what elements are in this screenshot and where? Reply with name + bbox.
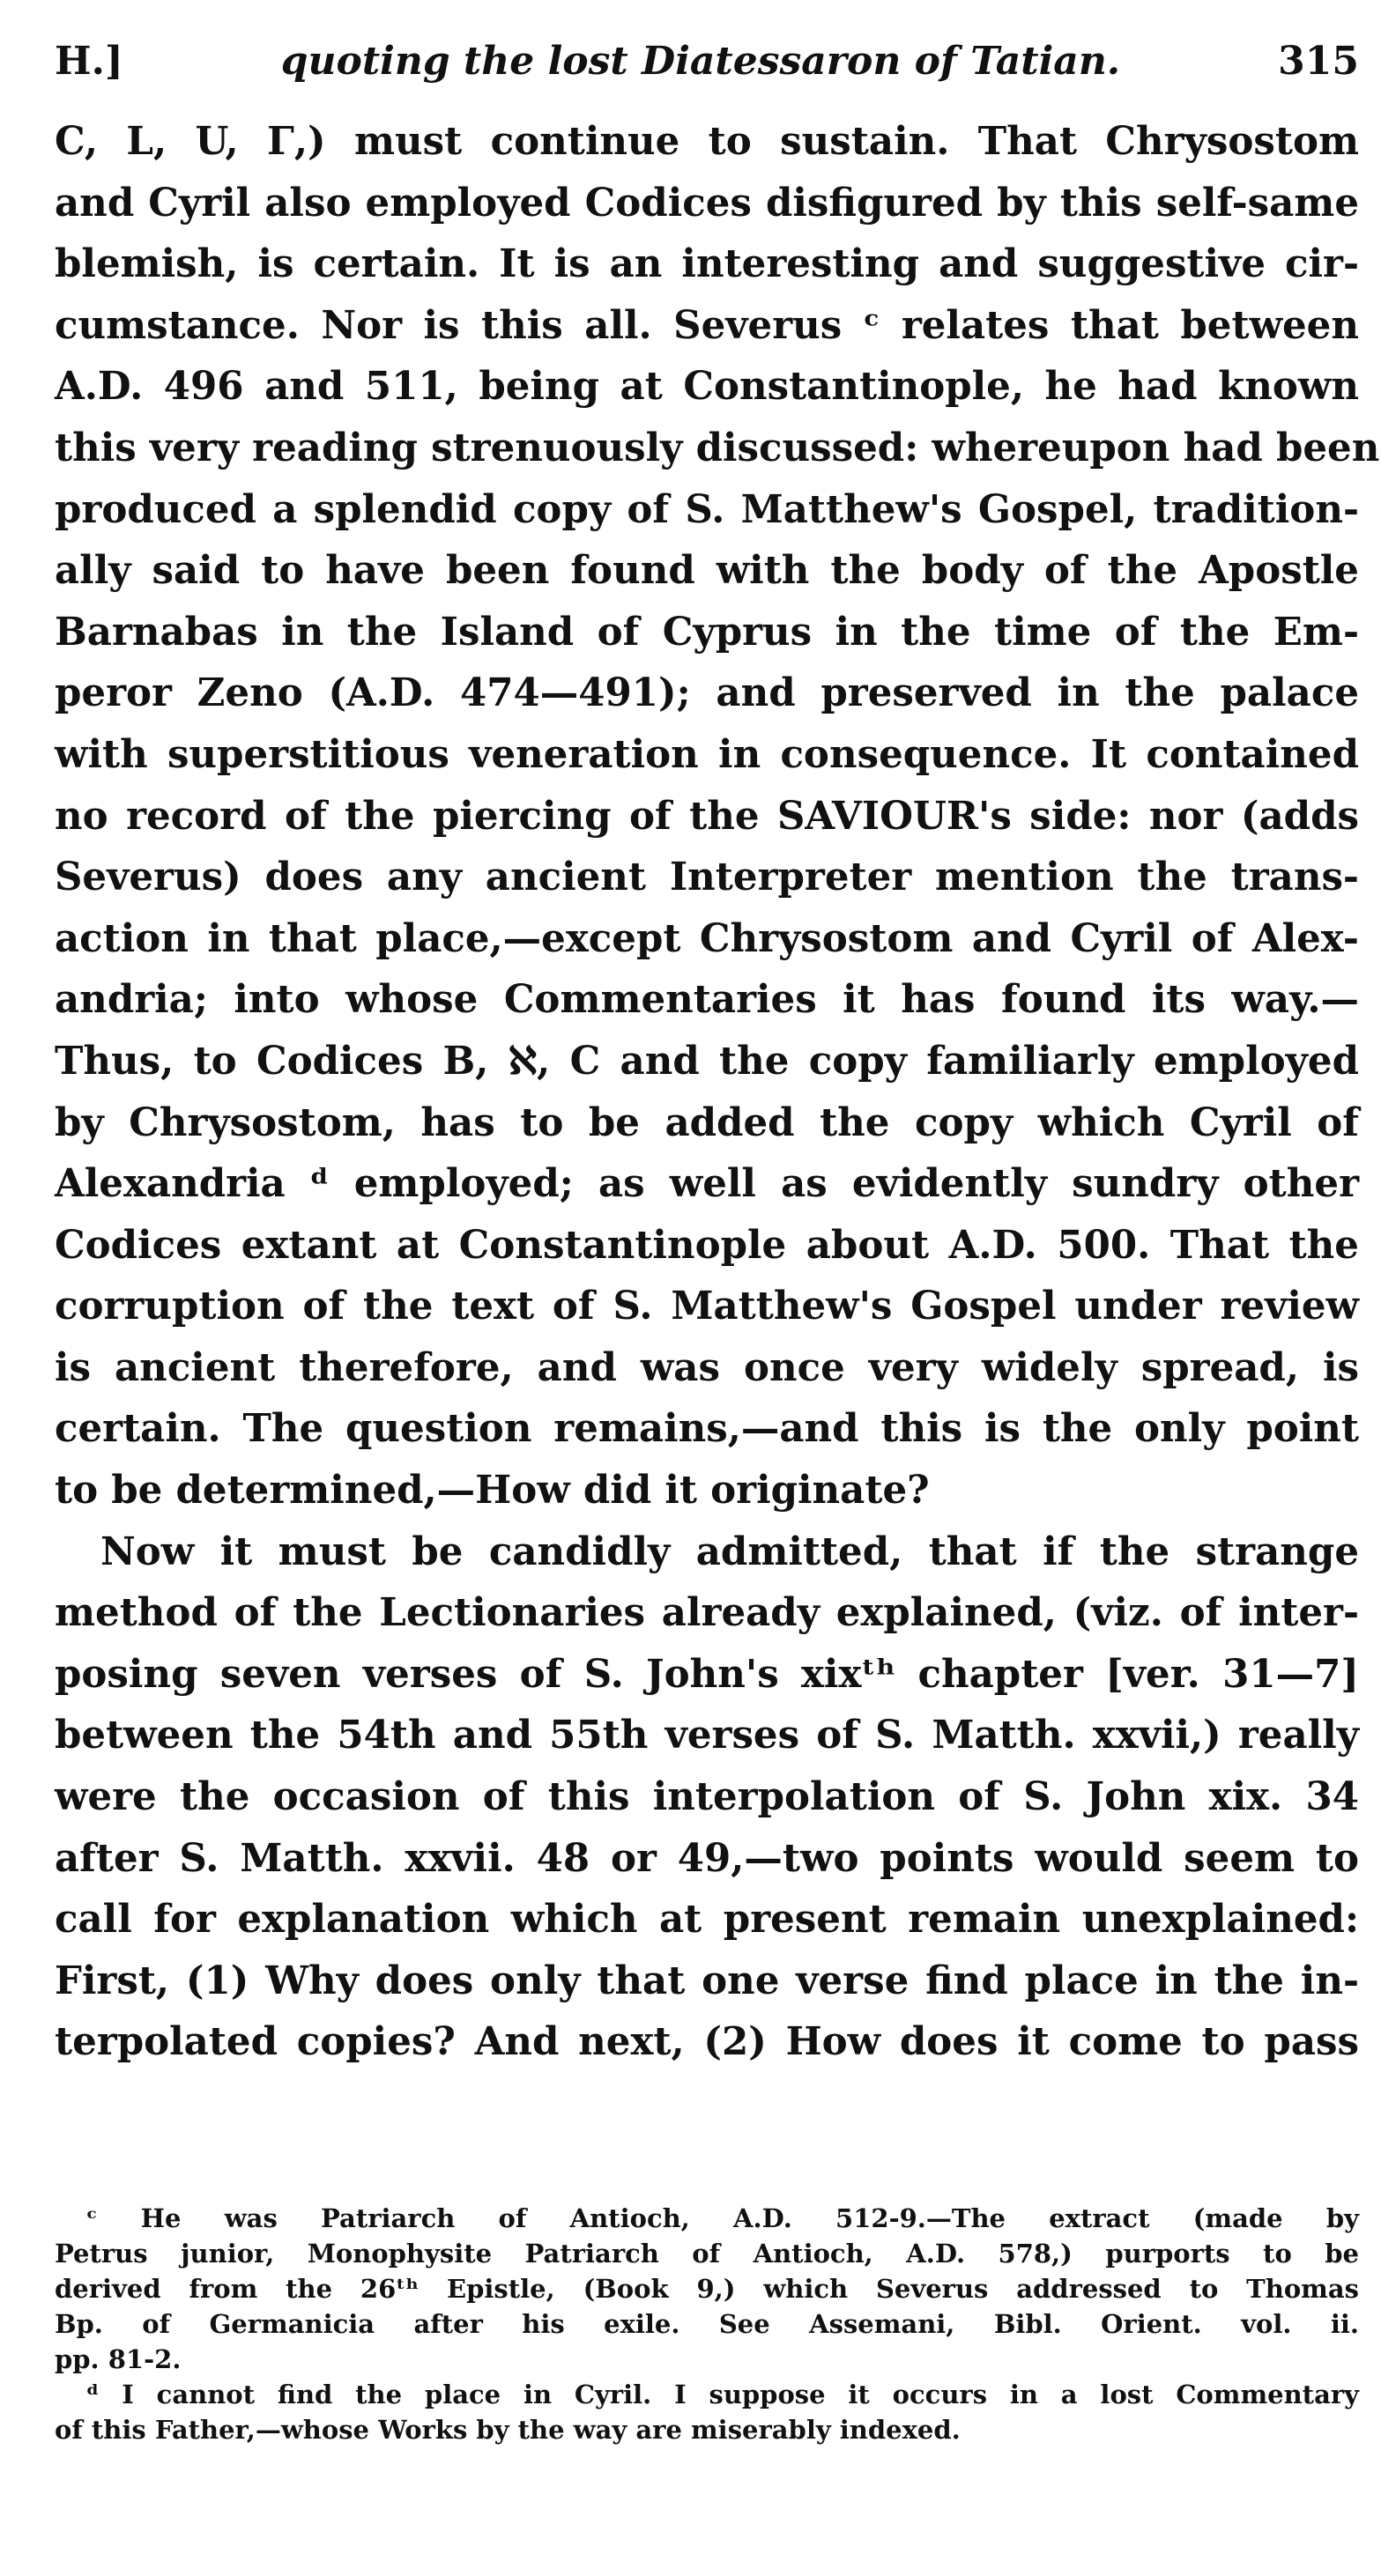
page-number: 315 bbox=[1278, 39, 1359, 84]
text-line: peror Zeno (A.D. 474—491); and preserved in the palace bbox=[55, 670, 1359, 716]
text-line: A.D. 496 and 511, being at Constantinople, he had known bbox=[55, 364, 1359, 410]
paragraph-2 bbox=[55, 1521, 1359, 2073]
footnote-c-line: pp. 81-2. bbox=[55, 2344, 182, 2374]
text-line: C, L, U, Γ,) must continue to sustain. That Chrysostom bbox=[55, 119, 1359, 164]
text-line: to be determined,—How did it originate? bbox=[55, 1468, 930, 1514]
body-text bbox=[55, 111, 1380, 2073]
text-line: this very reading strenuously discussed: whereupon had been bbox=[55, 425, 1380, 470]
section-marker: H.] bbox=[55, 39, 123, 84]
text-line: method of the Lectionaries already explained, (viz. of inter- bbox=[55, 1590, 1359, 1636]
footnote-d-line: ᵈ I cannot find the place in Cyril. I suppose it occurs in a lost Commentary bbox=[86, 2380, 1359, 2409]
footnotes bbox=[55, 2201, 1359, 2447]
text-line: Severus) does any ancient Interpreter mention the trans- bbox=[55, 855, 1359, 900]
text-line: action in that place,—except Chrysostom and Cyril of Alex- bbox=[55, 915, 1359, 961]
text-line: no record of the piercing of the SAVIOUR's side: nor (adds bbox=[55, 793, 1359, 839]
text-line: cumstance. Nor is this all. Severus ᶜ relates that between bbox=[55, 302, 1359, 348]
text-line: Now it must be candidly admitted, that if the strange bbox=[100, 1529, 1359, 1574]
footnote-d-line: of this Father,—whose Works by the way are miserably indexed. bbox=[55, 2415, 961, 2445]
text-line: blemish, is certain. It is an interesting and suggestive cir- bbox=[55, 241, 1359, 287]
text-line: between the 54th and 55th verses of S. Matth. xxvii,) really bbox=[55, 1713, 1359, 1758]
text-line: certain. The question remains,—and this is the only point bbox=[55, 1406, 1359, 1452]
text-line: Alexandria ᵈ employed; as well as evidently sundry other bbox=[55, 1161, 1359, 1207]
running-title: quoting the lost Diatessaron of Tatian. bbox=[280, 39, 1121, 84]
paragraph-1 bbox=[55, 111, 1380, 1521]
running-head bbox=[55, 35, 1359, 88]
text-line: First, (1) Why does only that one verse find place in the in- bbox=[55, 1958, 1359, 2003]
text-line: Thus, to Codices B, ℵ, C and the copy familiarly employed bbox=[55, 1038, 1359, 1084]
text-line: andria; into whose Commentaries it has found its way.— bbox=[55, 977, 1359, 1023]
text-line: and Cyril also employed Codices disfigured by this self-same bbox=[55, 180, 1359, 226]
footnote-c-line: ᶜ He was Patriarch of Antioch, A.D. 512-9.—The extract (made by bbox=[86, 2203, 1359, 2233]
text-line: corruption of the text of S. Matthew's Gospel under review bbox=[55, 1284, 1359, 1329]
page bbox=[55, 35, 1380, 2073]
text-line: is ancient therefore, and was once very widely spread, is bbox=[55, 1344, 1359, 1390]
text-line: ally said to have been found with the body of the Apostle bbox=[55, 548, 1359, 594]
text-line: Barnabas in the Island of Cyprus in the time of the Em- bbox=[55, 609, 1359, 655]
footnote-c-line: Bp. of Germanicia after his exile. See Assemani, Bibl. Orient. vol. ii. bbox=[55, 2309, 1359, 2339]
text-line: after S. Matth. xxvii. 48 or 49,—two points would seem to bbox=[55, 1835, 1359, 1881]
text-line: by Chrysostom, has to be added the copy which Cyril of bbox=[55, 1099, 1359, 1145]
text-line: Codices extant at Constantinople about A.D. 500. That the bbox=[55, 1222, 1359, 1268]
footnote-c-line: Petrus junior, Monophysite Patriarch of Antioch, A.D. 578,) purports to be bbox=[55, 2239, 1359, 2269]
text-line: produced a splendid copy of S. Matthew's Gospel, tradition- bbox=[55, 486, 1359, 532]
text-line: terpolated copies? And next, (2) How does it come to pass bbox=[55, 2019, 1359, 2065]
footnote-c-line: derived from the 26ᵗʰ Epistle, (Book 9,) which Severus addressed to Thomas bbox=[55, 2274, 1359, 2304]
text-line: were the occasion of this interpolation of S. John xix. 34 bbox=[55, 1774, 1359, 1820]
text-line: posing seven verses of S. John's xixᵗʰ chapter [ver. 31—7] bbox=[55, 1651, 1359, 1697]
text-line: with superstitious veneration in consequence. It contained bbox=[55, 731, 1359, 777]
text-line: call for explanation which at present remain unexplained: bbox=[55, 1897, 1359, 1943]
